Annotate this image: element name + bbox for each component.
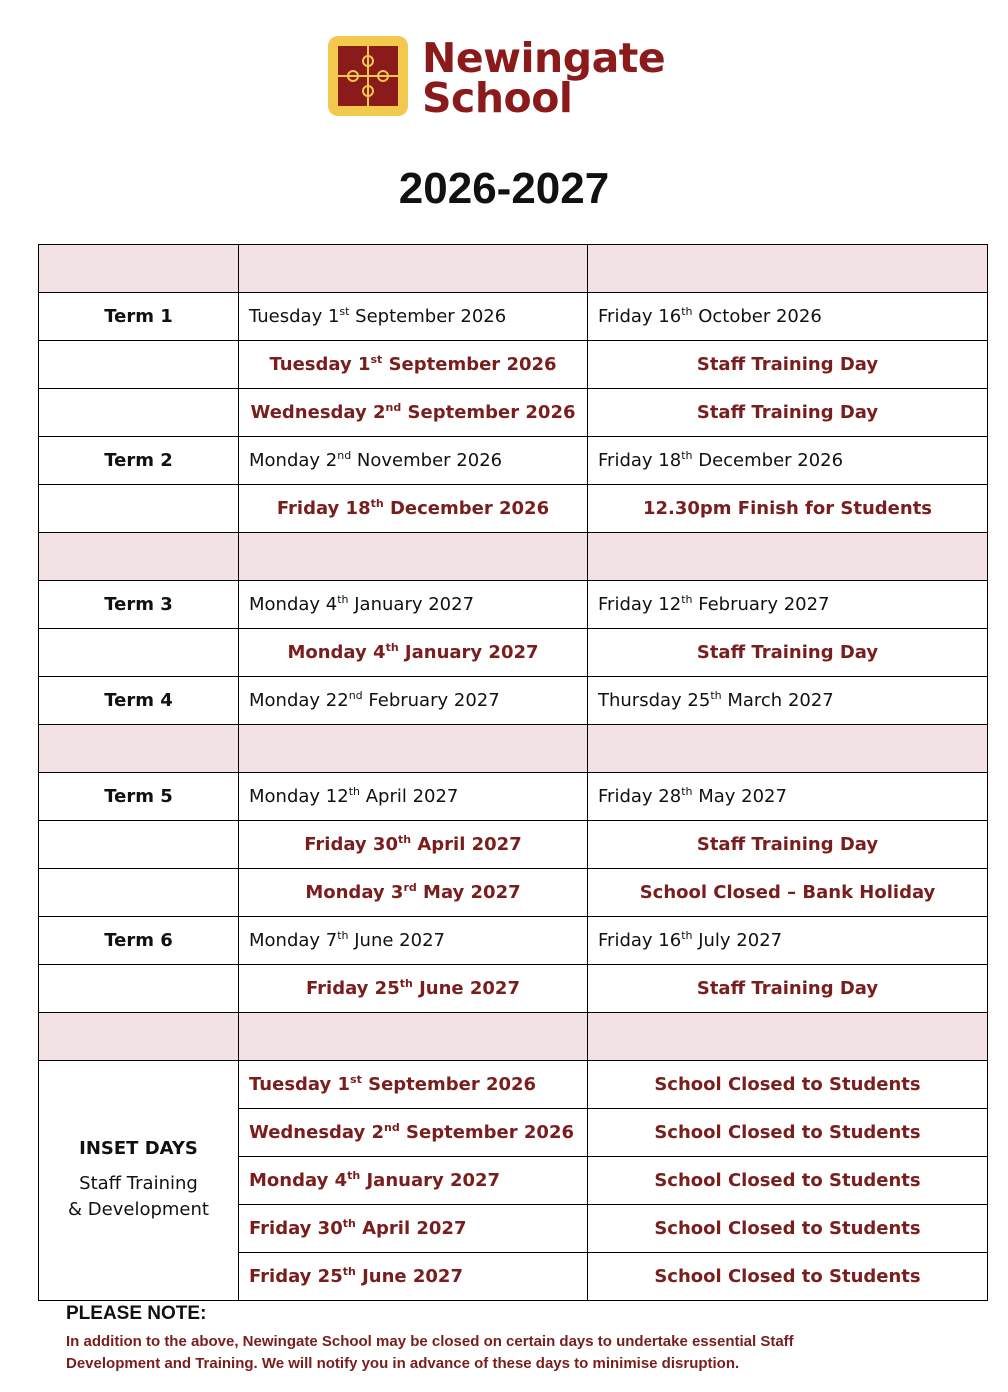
date-text: Thursday 25 <box>598 690 711 711</box>
school-name-line2: School <box>422 74 573 122</box>
ordinal-suffix: th <box>397 833 412 846</box>
date-text-rest: April 2027 <box>359 786 459 807</box>
inset-subtitle-2: & Development <box>68 1199 209 1220</box>
date-text: Monday 7 <box>249 930 338 951</box>
date-text-rest: June 2027 <box>348 930 445 951</box>
inset-detail-cell: School Closed to Students <box>588 1157 988 1205</box>
date-text-rest: January 2027 <box>398 642 539 663</box>
detail-cell <box>588 869 988 917</box>
note-line-1: In addition to the above, Newingate School may be closed on certain days to undertake essential Staff <box>66 1333 794 1350</box>
inset-date-cell <box>239 1061 588 1109</box>
term-label: Term 6 <box>39 917 239 965</box>
date-text: Monday 3 <box>305 882 404 903</box>
date-text-rest: February 2027 <box>692 594 830 615</box>
term-label <box>39 869 239 917</box>
date-cell <box>239 629 588 677</box>
inset-detail-cell: School Closed to Students <box>588 1061 988 1109</box>
inset-days-label <box>39 1061 239 1301</box>
date-text: Staff Training Day <box>696 642 879 663</box>
table-row <box>39 773 988 821</box>
table-row <box>39 485 988 533</box>
date-text-rest: September 2026 <box>401 402 576 423</box>
school-name-line1: Newingate <box>422 34 666 82</box>
ordinal-suffix: rd <box>403 881 417 894</box>
date-text: Wednesday 2 <box>249 1122 385 1143</box>
date-text-rest: May 2027 <box>692 786 787 807</box>
inset-row <box>39 1061 988 1109</box>
table-row <box>39 389 988 437</box>
ordinal-suffix: th <box>337 593 349 606</box>
date-text: Monday 4 <box>249 1170 348 1191</box>
date-cell <box>239 485 588 533</box>
date-text: Staff Training Day <box>696 402 879 423</box>
ordinal-suffix: th <box>342 1265 356 1278</box>
detail-cell <box>588 965 988 1013</box>
detail-cell <box>588 389 988 437</box>
table-row <box>39 821 988 869</box>
please-note <box>66 1303 926 1375</box>
ordinal-suffix: th <box>385 641 399 654</box>
date-text-rest: April 2027 <box>355 1218 467 1239</box>
date-cell <box>239 917 588 965</box>
date-text-rest: March 2027 <box>721 690 834 711</box>
date-text: Monday 4 <box>287 642 386 663</box>
date-text: Friday 18 <box>276 498 371 519</box>
date-text: Friday 16 <box>598 306 682 327</box>
ordinal-suffix: th <box>370 497 384 510</box>
ordinal-suffix: nd <box>337 449 352 462</box>
holiday-band-row <box>39 1013 988 1061</box>
table-row <box>39 917 988 965</box>
date-cell <box>239 293 588 341</box>
date-text: Friday 25 <box>249 1266 343 1287</box>
date-text: Friday 12 <box>598 594 682 615</box>
date-text: Monday 22 <box>249 690 349 711</box>
date-text: Friday 18 <box>598 450 682 471</box>
date-text: Friday 28 <box>598 786 682 807</box>
table-row <box>39 869 988 917</box>
puzzle-logo-icon <box>328 36 408 116</box>
ordinal-suffix: th <box>337 929 349 942</box>
ordinal-suffix: th <box>342 1217 356 1230</box>
date-text-rest: April 2027 <box>411 834 522 855</box>
term-label <box>39 965 239 1013</box>
holiday-band-row <box>39 725 988 773</box>
term-label: Term 2 <box>39 437 239 485</box>
date-cell <box>239 965 588 1013</box>
table-row <box>39 629 988 677</box>
detail-cell <box>588 677 988 725</box>
ordinal-suffix: nd <box>384 1121 400 1134</box>
ordinal-suffix: th <box>681 929 693 942</box>
ordinal-suffix: th <box>681 449 693 462</box>
date-text-rest: November 2026 <box>351 450 503 471</box>
date-text: School Closed – Bank Holiday <box>639 882 936 903</box>
date-cell <box>239 821 588 869</box>
inset-date-cell <box>239 1253 588 1301</box>
detail-cell <box>588 773 988 821</box>
date-cell <box>239 437 588 485</box>
note-title: PLEASE NOTE: <box>66 1303 207 1324</box>
table-row <box>39 293 988 341</box>
ordinal-suffix: st <box>339 305 350 318</box>
detail-cell <box>588 821 988 869</box>
inset-date-cell <box>239 1205 588 1253</box>
term-label: Term 3 <box>39 581 239 629</box>
date-cell <box>239 389 588 437</box>
date-text: Tuesday 1 <box>269 354 371 375</box>
inset-detail-cell: School Closed to Students <box>588 1205 988 1253</box>
term-label <box>39 485 239 533</box>
table-row <box>39 965 988 1013</box>
band-cell <box>588 245 988 293</box>
date-cell <box>239 869 588 917</box>
band-cell <box>239 1013 588 1061</box>
detail-cell <box>588 341 988 389</box>
date-text: Friday 30 <box>304 834 398 855</box>
ordinal-suffix: th <box>348 785 360 798</box>
table-row <box>39 341 988 389</box>
note-text <box>66 1331 926 1375</box>
date-text: Friday 30 <box>249 1218 343 1239</box>
detail-cell <box>588 629 988 677</box>
ordinal-suffix: th <box>681 305 693 318</box>
date-text: 12.30pm Finish for Students <box>642 498 933 519</box>
inset-title: INSET DAYS <box>79 1138 198 1159</box>
date-text: Staff Training Day <box>696 978 879 999</box>
band-cell <box>39 533 239 581</box>
date-text-rest: June 2027 <box>412 978 520 999</box>
date-text-rest: October 2026 <box>692 306 822 327</box>
date-text: Monday 4 <box>249 594 338 615</box>
date-text-rest: September 2026 <box>349 306 507 327</box>
date-text: Monday 12 <box>249 786 349 807</box>
date-cell <box>239 677 588 725</box>
band-cell <box>39 1013 239 1061</box>
date-text: Wednesday 2 <box>250 402 386 423</box>
date-text-rest: May 2027 <box>416 882 521 903</box>
ordinal-suffix: st <box>370 353 383 366</box>
inset-date-cell <box>239 1157 588 1205</box>
band-cell <box>588 533 988 581</box>
date-text: Staff Training Day <box>696 354 879 375</box>
date-text-rest: December 2026 <box>692 450 844 471</box>
date-text-rest: February 2027 <box>362 690 500 711</box>
detail-cell <box>588 485 988 533</box>
inset-detail-cell: School Closed to Students <box>588 1253 988 1301</box>
date-text-rest: January 2027 <box>360 1170 501 1191</box>
date-text-rest: June 2027 <box>355 1266 463 1287</box>
band-cell <box>239 245 588 293</box>
date-text: Friday 25 <box>306 978 400 999</box>
holiday-band-row <box>39 533 988 581</box>
ordinal-suffix: th <box>681 593 693 606</box>
detail-cell <box>588 437 988 485</box>
term-label <box>39 821 239 869</box>
detail-cell <box>588 581 988 629</box>
date-text: Monday 2 <box>249 450 338 471</box>
date-text-rest: December 2026 <box>383 498 550 519</box>
band-cell <box>39 245 239 293</box>
ordinal-suffix: th <box>347 1169 361 1182</box>
date-cell <box>239 341 588 389</box>
ordinal-suffix: th <box>399 977 413 990</box>
date-text: Tuesday 1 <box>249 306 340 327</box>
ordinal-suffix: st <box>350 1073 362 1086</box>
ordinal-suffix: nd <box>385 401 402 414</box>
holiday-band-row <box>39 245 988 293</box>
band-cell <box>588 1013 988 1061</box>
school-name <box>422 34 666 122</box>
date-text: Staff Training Day <box>696 834 879 855</box>
ordinal-suffix: nd <box>348 689 363 702</box>
inset-date-cell <box>239 1109 588 1157</box>
band-cell <box>39 725 239 773</box>
term-label: Term 4 <box>39 677 239 725</box>
band-cell <box>588 725 988 773</box>
table-row <box>39 581 988 629</box>
date-text-rest: September 2026 <box>382 354 557 375</box>
term-label <box>39 341 239 389</box>
note-line-2: Development and Training. We will notify you in advance of these days to minimise disruption. <box>66 1355 740 1372</box>
date-text-rest: September 2026 <box>399 1122 574 1143</box>
term-label <box>39 389 239 437</box>
date-text: Tuesday 1 <box>249 1074 351 1095</box>
term-dates-table <box>38 244 988 1301</box>
date-text-rest: September 2026 <box>361 1074 537 1095</box>
detail-cell <box>588 293 988 341</box>
academic-year-title: 2026-2027 <box>398 164 610 213</box>
date-text: Friday 16 <box>598 930 682 951</box>
band-cell <box>239 533 588 581</box>
date-cell <box>239 581 588 629</box>
term-label: Term 5 <box>39 773 239 821</box>
school-logo <box>328 36 688 124</box>
inset-detail-cell: School Closed to Students <box>588 1109 988 1157</box>
table-row <box>39 437 988 485</box>
inset-subtitle-1: Staff Training <box>79 1173 198 1194</box>
ordinal-suffix: th <box>681 785 693 798</box>
band-cell <box>239 725 588 773</box>
term-label: Term 1 <box>39 293 239 341</box>
table-row <box>39 677 988 725</box>
date-text-rest: January 2027 <box>348 594 475 615</box>
term-label <box>39 629 239 677</box>
term-dates-body <box>39 245 988 1301</box>
date-cell <box>239 773 588 821</box>
detail-cell <box>588 917 988 965</box>
ordinal-suffix: th <box>710 689 722 702</box>
date-text-rest: July 2027 <box>692 930 783 951</box>
